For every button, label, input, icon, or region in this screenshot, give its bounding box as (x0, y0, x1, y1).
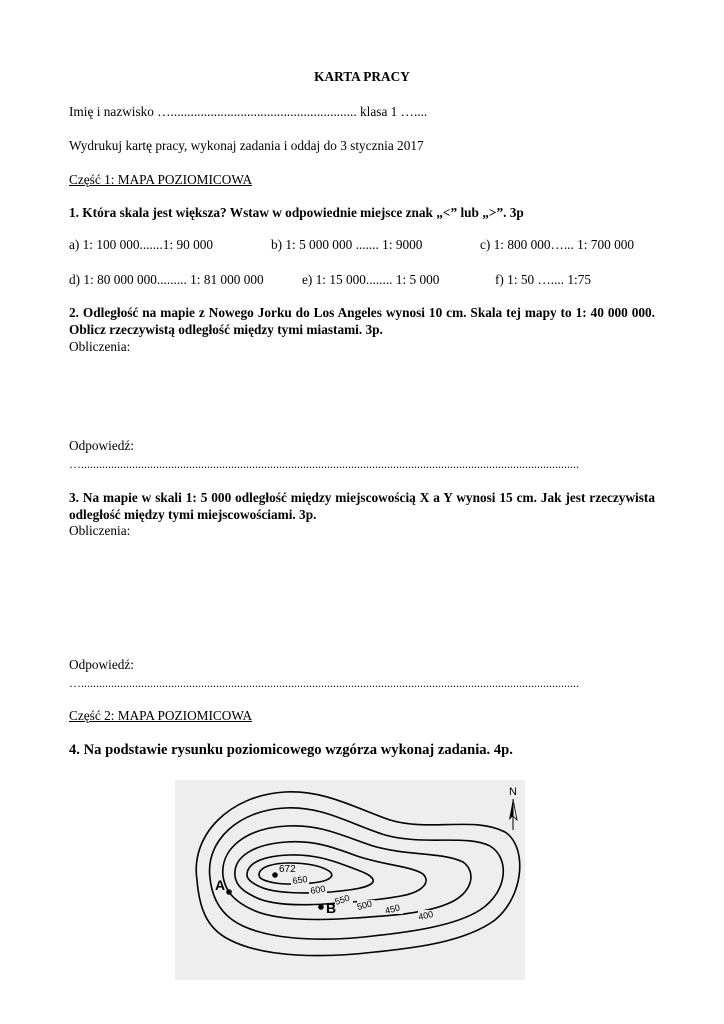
north-label: N (509, 786, 517, 798)
task2-calc-label: Obliczenia: (69, 339, 131, 354)
task4-question: 4. Na podstawie rysunku poziomicowego wzgórza wykonaj zadania. 4p. (69, 742, 513, 758)
page-title: KARTA PRACY (314, 69, 410, 84)
part2-heading: Część 2: MAPA POZIOMICOWA (69, 708, 253, 723)
task1-item-b: b) 1: 5 000 000 ....... 1: 9000 (271, 237, 423, 252)
task1-item-f: f) 1: 50 ….... 1:75 (495, 272, 592, 287)
contour-map (175, 780, 525, 980)
contour-label-650: 650 (291, 873, 309, 886)
task1-item-c: c) 1: 800 000…... 1: 700 000 (480, 237, 635, 252)
task3-question: 3. Na mapie w skali 1: 5 000 odległość między miejscowością X a Y wynosi 15 cm. Jak jest rzeczywista odległość między tymi miejscowościami. 3p. (69, 490, 655, 522)
point-a-label: A (215, 877, 226, 893)
task3-answer-label: Odpowiedź: (69, 657, 134, 672)
task1-question: 1. Która skala jest większa? Wstaw w odpowiednie miejsce znak „<” lub „>”. 3p (69, 205, 524, 220)
task2-answer-label: Odpowiedź: (69, 438, 134, 453)
point-a-dot (226, 889, 232, 895)
point-b-dot (318, 904, 324, 910)
point-b-label: B (326, 900, 337, 916)
task1-item-e: e) 1: 15 000........ 1: 5 000 (302, 272, 440, 287)
task3-calc-label: Obliczenia: (69, 523, 131, 538)
task3-answer-line: …...................................................................................................................................................................... (69, 676, 579, 690)
task2-question: 2. Odległość na mapie z Nowego Jorku do Los Angeles wynosi 10 cm. Skala tej mapy to 1: 40 000 000. Oblicz rzeczywistą odległość między tymi miastami. 3p. (69, 305, 655, 337)
contour-map-figure (175, 780, 525, 980)
contour-label-450: 450 (383, 902, 402, 916)
instruction-text: Wydrukuj kartę pracy, wykonaj zadania i oddaj do 3 stycznia 2017 (69, 138, 424, 153)
contour-label-550: 550 (333, 892, 351, 907)
contour-label-500: 500 (355, 898, 374, 912)
part1-heading: Część 1: MAPA POZIOMICOWA (69, 172, 253, 187)
task2-answer-line: …...................................................................................................................................................................... (69, 457, 579, 471)
summit-label: 672 (279, 864, 296, 875)
contour-label-600: 600 (309, 883, 327, 896)
summit-dot (272, 872, 278, 878)
contour-450 (210, 808, 504, 939)
name-line: Imię i nazwisko …........................................................ klasa 1 ….... (69, 104, 428, 119)
contour-label-400: 400 (417, 909, 435, 922)
task1-item-a: a) 1: 100 000.......1: 90 000 (69, 237, 214, 252)
north-arrow-icon (509, 799, 517, 830)
task1-item-d: d) 1: 80 000 000......... 1: 81 000 000 (69, 272, 264, 287)
